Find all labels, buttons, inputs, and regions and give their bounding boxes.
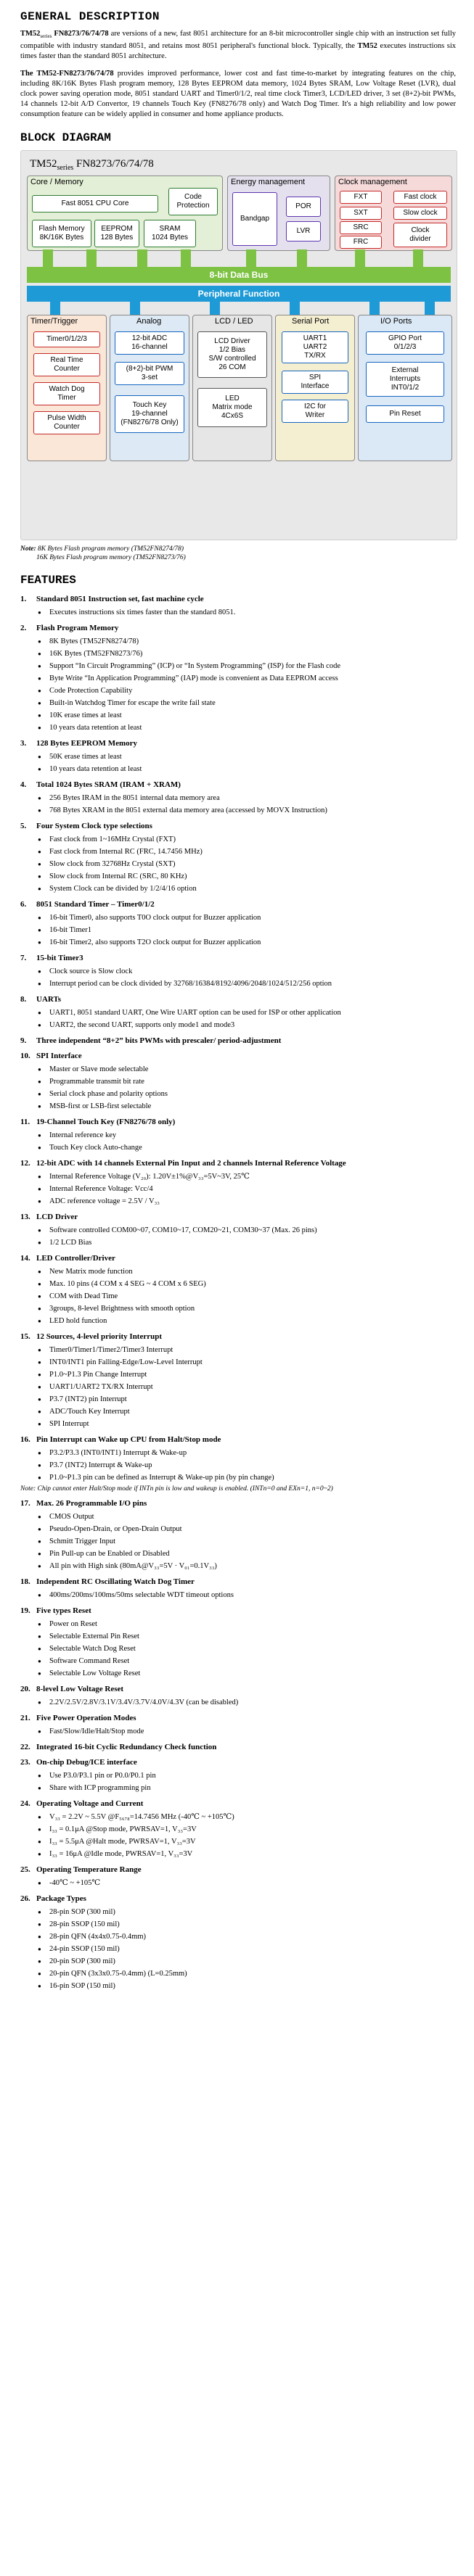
feature-number: 17. [20,1499,30,1508]
feature-bullet: ● 3groups, 8-level Brightness with smooth option [36,1303,456,1315]
feature-bullet: ● Touch Key clock Auto-change [36,1142,456,1154]
feature-bullet: ● P3.2/P3.3 (INT0/INT1) Interrupt & Wake-up [36,1447,456,1459]
feature-item [20,1742,456,1753]
watchdog-timer-block: Watch Dog Timer [33,382,100,405]
analog-title: Analog [136,317,162,326]
frc-block: FRC [340,236,382,249]
feature-number: 21. [20,1714,30,1723]
feature-bullet: ● Byte Write “In Application Programming” (IAP) mode is convenient as Data EEPROM access [36,672,456,685]
feature-item [20,1158,456,1208]
feature-bullet: ● Executes instructions six times faster than the standard 8051. [36,606,456,619]
feature-bullet: ● Share with ICP programming pin [36,1782,456,1794]
feature-title [20,1684,456,1695]
feature-bullet: ● UART1, 8051 standard UART, One Wire UART option can be used for ISP or other application [36,1007,456,1019]
feature-number: 26. [20,1894,30,1904]
feature-bullet: ● New Matrix mode function [36,1266,456,1278]
block-diagram [20,150,457,540]
lcd-led-title: LCD / LED [215,317,253,326]
feature-bullet: ● Internal Reference Voltage: Vcc/4 [36,1183,456,1195]
feature-number: 6. [20,900,27,909]
analog-group [110,315,189,461]
energy-management-group [227,176,330,251]
feature-bullet: ● ADC reference voltage = 2.5V / V₃₃ [36,1195,456,1208]
feature-title-text: Operating Temperature Range [36,1865,142,1875]
feature-number: 25. [20,1865,30,1875]
data-bus-bar: 8-bit Data Bus [27,267,451,283]
feature-sublist [36,1770,456,1794]
features-title: FEATURES [20,574,76,587]
connector [425,302,435,315]
energy-management-title: Energy management [231,178,306,187]
feature-sublist [36,1906,456,1992]
brand-prefix: TM52 [20,30,41,38]
feature-bullet: ● 256 Bytes IRAM in the 8051 internal data memory area [36,792,456,804]
feature-title-text: Flash Program Memory [36,624,119,633]
feature-title [20,899,456,910]
feature-bullet: ● Use P3.0/P3.1 pin or P0.0/P0.1 pin [36,1770,456,1782]
feature-bullet: ● Schmitt Trigger Input [36,1535,456,1548]
feature-item [20,738,456,775]
feature-title [20,1051,456,1062]
feature-bullet: ● Serial clock phase and polarity options [36,1088,456,1100]
feature-number: 8. [20,995,27,1004]
feature-title-text: 12 Sources, 4-level priority Interrupt [36,1332,163,1342]
feature-title [20,1498,456,1509]
feature-title [20,1577,456,1588]
por-block: POR [286,197,321,217]
feature-sublist [36,1063,456,1112]
feature-title [20,1158,456,1169]
feature-bullet: ● 2.2V/2.5V/2.8V/3.1V/3.4V/3.7V/4.0V/4.3V (can be disabled) [36,1696,456,1709]
feature-bullet: ● 10 years data retention at least [36,763,456,775]
feature-sublist [36,1129,456,1154]
feature-bullet: ● 16-bit Timer0, also supports T0O clock output for Buzzer application [36,912,456,924]
general-description-title: GENERAL DESCRIPTION [20,10,160,23]
feature-item [20,1757,456,1794]
feature-number: 5. [20,822,27,831]
feature-item [20,1117,456,1154]
feature-bullet: ● Clock source is Slow clock [36,965,456,978]
feature-sublist [36,1224,456,1249]
feature-title-text: Integrated 16-bit Cyclic Redundancy Check function [36,1743,217,1752]
general-description-paragraph-2 [20,69,456,120]
feature-title [20,780,456,790]
feature-bullet: ● All pin with High sink (80mA@V₃₃=5V · V₀₁=0.1V₃₃) [36,1560,456,1572]
feature-title [20,1757,456,1768]
feature-bullet: ● ADC/Touch Key Interrupt [36,1405,456,1418]
feature-title-text: SPI Interface [36,1052,82,1061]
io-ports-group [358,315,452,461]
io-ports-title: I/O Ports [380,317,412,326]
diagram-head-brand: TM52 [30,158,57,170]
feature-title [20,994,456,1005]
feature-number: 13. [20,1213,30,1222]
connector [181,249,191,267]
feature-bullet: ● P1.0~P1.3 pin can be defined as Interrupt & Wake-up pin (by pin change) [36,1471,456,1484]
feature-bullet: ● Slow clock from Internal RC (SRC, 80 KHz) [36,870,456,883]
feature-title [20,738,456,749]
cpu-core-block: Fast 8051 CPU Core [32,195,158,212]
feature-bullet: ● 16-bit Timer2, also supports T2O clock output for Buzzer application [36,936,456,949]
feature-title [20,594,456,605]
feature-title [20,821,456,832]
feature-bullet: ● Power on Reset [36,1618,456,1630]
feature-sublist [36,792,456,817]
feature-number: 24. [20,1799,30,1809]
led-matrix-block: LED Matrix mode 4Cx6S [197,388,267,427]
feature-bullet: ● Slow clock from 32768Hz Crystal (SXT) [36,858,456,870]
note-line-2: 16K Bytes Flash program memory (TM52FN8273/76) [36,554,186,562]
block-diagram-title: BLOCK DIAGRAM [20,131,111,145]
src-block: SRC [340,221,382,234]
diagram-head-series: series [57,164,74,173]
fxt-block: FXT [340,191,382,204]
core-memory-title: Core / Memory [30,178,83,187]
feature-title-text: 8-level Low Voltage Reset [36,1685,124,1694]
clock-divider-block: Clock divider [393,223,447,247]
serial-port-title: Serial Port [292,317,330,326]
lcd-led-group [192,315,272,461]
feature-number: 4. [20,780,27,790]
pin-reset-block: Pin Reset [366,405,444,423]
feature-title-text: LCD Driver [36,1213,78,1222]
feature-bullet: ● UART1/UART2 TX/RX Interrupt [36,1381,456,1393]
feature-item [20,1036,456,1046]
pulse-width-counter-block: Pulse Width Counter [33,411,100,434]
feature-bullet: ● 16-bit Timer1 [36,924,456,936]
feature-item [20,1606,456,1680]
connector [297,249,307,267]
datasheet-page [20,10,456,1997]
feature-bullet: ● I₃₃ = 16μA @Idle mode, PWRSAV=1, V₃₃=3V [36,1848,456,1860]
connector [369,302,380,315]
paragraph-1-end: executes instructions six times faster than the standard 8051 architecture. [20,42,456,61]
feature-bullet: ● Pseudo-Open-Drain, or Open-Drain Output [36,1523,456,1535]
feature-title [20,1253,456,1264]
feature-bullet: ● SPI Interrupt [36,1418,456,1430]
feature-title [20,953,456,964]
feature-bullet: ● 28-pin SSOP (150 mil) [36,1918,456,1931]
feature-item [20,1713,456,1738]
connector [130,302,140,315]
connector [50,302,60,315]
feature-title [20,1713,456,1724]
paragraph-1-bold: TM52 [357,42,377,51]
feature-number: 16. [20,1435,30,1445]
feature-number: 15. [20,1332,30,1342]
feature-bullet: ● 400ms/200ms/100ms/50ms selectable WDT timeout options [36,1589,456,1601]
feature-bullet: ● 8K Bytes (TM52FN8274/78) [36,635,456,648]
feature-bullet: ● 16-pin SOP (150 mil) [36,1980,456,1992]
feature-bullet: ● System Clock can be divided by 1/2/4/16 option [36,883,456,895]
feature-bullet: ● Fast/Slow/Idle/Halt/Stop mode [36,1725,456,1738]
feature-sublist [36,965,456,990]
feature-number: 2. [20,624,27,633]
feature-bullet: ● 16K Bytes (TM52FN8273/76) [36,648,456,660]
connector [137,249,147,267]
feature-title [20,1036,456,1046]
feature-title-text: 15-bit Timer3 [36,954,83,963]
feature-number: 1. [20,595,27,604]
timer-trigger-title: Timer/Trigger [30,317,78,326]
feature-sublist [36,606,456,619]
slow-clock-block: Slow clock [393,207,447,220]
feature-bullet: ● 50K erase times at least [36,751,456,763]
clock-management-title: Clock management [338,178,407,187]
feature-title [20,1434,456,1445]
feature-title-text: Independent RC Oscillating Watch Dog Timer [36,1577,195,1587]
sram-block: SRAM 1024 Bytes [144,220,196,247]
feature-bullet: ● Selectable External Pin Reset [36,1630,456,1643]
bandgap-block: Bandgap [232,192,277,246]
feature-bullet: ● INT0/INT1 pin Falling-Edge/Low-Level Interrupt [36,1356,456,1368]
brand-series-sub: series [40,33,52,40]
fast-clock-block: Fast clock [393,191,447,204]
feature-title-text: On-chip Debug/ICE interface [36,1758,137,1767]
feature-bullet: ● CMOS Output [36,1511,456,1523]
feature-item [20,1684,456,1709]
feature-title [20,1606,456,1617]
connector [246,249,256,267]
feature-bullet: ● MSB-first or LSB-first selectable [36,1100,456,1112]
feature-bullet: ● COM with Dead Time [36,1290,456,1303]
connector [355,249,365,267]
feature-bullet: ● Internal Reference Voltage (V₂₀): 1.20V±1%@V₃₃=5V~3V, 25℃ [36,1171,456,1183]
feature-bullet: ● Programmable transmit bit rate [36,1076,456,1088]
feature-sublist [36,1007,456,1031]
feature-bullet: ● Selectable Watch Dog Reset [36,1643,456,1655]
feature-number: 14. [20,1254,30,1263]
paragraph-2-body: provides improved performance, lower cost and fast time-to-market by integrating features on the chip, including 8K/16K Bytes Flash program memory, 128 Bytes EEPROM data memory, 1024 Bytes SRAM, Low Voltage Reset (LVR), dual clock power saving operation mode, 8051 standard UART and Timer0/1/2, real time clock Timer3, LCD/LED driver, 3 set (8+2)-bit PWMs, 14 channels 12-bit A/D Convertor, 19 channels Touch Key (FN8276/78 only) and Watch Dog Timer. It's a high reliability and low power consumption feature can be widely applied in consumer and home appliance products. [20,70,457,119]
flash-memory-block: Flash Memory 8K/16K Bytes [32,220,91,247]
uart-block: UART1 UART2 TX/RX [282,331,348,363]
feature-item [20,594,456,619]
feature-bullet: ● 20-pin SOP (300 mil) [36,1955,456,1968]
feature-bullet: ● Selectable Low Voltage Reset [36,1667,456,1680]
feature-bullet: ● Interrupt period can be clock divided by 32768/16384/8192/4096/2048/1024/512/256 option [36,978,456,990]
note-label: Note: [20,545,36,553]
feature-number: 23. [20,1758,30,1767]
feature-title-text: 128 Bytes EEPROM Memory [36,739,137,748]
lvr-block: LVR [286,221,321,242]
feature-sublist [36,1696,456,1709]
feature-bullet: ● Fast clock from 1~16MHz Crystal (FXT) [36,833,456,846]
feature-title-text: Four System Clock type selections [36,822,152,831]
feature-sublist [36,1511,456,1572]
feature-sublist [36,912,456,949]
paragraph-1-body: are versions of a new, fast 8051 architecture for an 8-bit microcontroller single chip with an instruction set fully compatible with industry standard 8051, and retains most 8051 peripheral's functional block. Typically, the [20,30,456,51]
feature-title-text: 19-Channel Touch Key (FN8276/78 only) [36,1118,176,1127]
feature-bullet: ● Fast clock from Internal RC (FRC, 14.7456 MHz) [36,846,456,858]
lcd-driver-block: LCD Driver 1/2 Bias S/W controlled 26 COM [197,331,267,378]
feature-bullet: ● I₃₃ = 0.1μA @Stop mode, PWRSAV=1, V₃₃=3V [36,1823,456,1836]
feature-title-text: Five Power Operation Modes [36,1714,136,1723]
feature-item [20,1051,456,1112]
feature-title-text: UARTs [36,995,62,1004]
feature-bullet: ● Software Command Reset [36,1655,456,1667]
feature-title [20,1117,456,1128]
general-description-paragraph-1 [20,29,456,62]
feature-bullet: ● 10K erase times at least [36,709,456,722]
connector [86,249,97,267]
feature-number: 18. [20,1577,30,1587]
feature-number: 19. [20,1606,30,1616]
feature-number: 12. [20,1159,30,1168]
flash-note [20,545,456,562]
feature-number: 3. [20,739,27,748]
feature-title [20,1894,456,1904]
diagram-head-model: FN8273/76/74/78 [76,158,154,170]
feature-item [20,1799,456,1860]
touch-key-block: Touch Key 19-channel (FN8276/78 Only) [115,395,184,433]
clock-management-group [335,176,452,251]
feature-title-text: 8051 Standard Timer – Timer0/1/2 [36,900,155,909]
feature-number: 22. [20,1743,30,1752]
feature-item [20,623,456,734]
feature-item [20,1253,456,1327]
feature-sublist [36,1811,456,1860]
feature-title-text: Max. 26 Programmable I/O pins [36,1499,147,1508]
model-number: FN8273/76/74/78 [54,30,109,38]
feature-bullet: ● Code Protection Capability [36,685,456,697]
feature-item [20,821,456,895]
feature-bullet: ● -40℃ ~ +105℃ [36,1877,456,1889]
external-interrupts-block: External Interrupts INT0/1/2 [366,362,444,397]
feature-note: Note: Chip cannot enter Halt/Stop mode if INTn pin is low and wakeup is enabled. (INTn=0 and EXn=1, n=0~2) [20,1485,333,1493]
features-list [20,594,456,1992]
eeprom-block: EEPROM 128 Bytes [94,220,139,247]
feature-bullet: ● 24-pin SSOP (150 mil) [36,1943,456,1955]
feature-number: 11. [20,1118,30,1127]
gpio-port-block: GPIO Port 0/1/2/3 [366,331,444,355]
serial-port-group [275,315,355,461]
feature-sublist [36,833,456,895]
feature-sublist [36,1447,456,1484]
feature-sublist [36,1344,456,1430]
feature-sublist [36,1618,456,1680]
feature-item [20,1498,456,1572]
feature-bullet: ● Built-in Watchdog Timer for escape the write fail state [36,697,456,709]
feature-title-text: Total 1024 Bytes SRAM (IRAM + XRAM) [36,780,181,790]
feature-bullet: ● 28-pin QFN (4x4x0.75-0.4mm) [36,1931,456,1943]
sxt-block: SXT [340,207,382,220]
connector [43,249,53,267]
feature-sublist [36,1589,456,1601]
adc-block: 12-bit ADC 16-channel [115,331,184,355]
feature-bullet: ● Software controlled COM00~07, COM10~17, COM20~21, COM30~37 (Max. 26 pins) [36,1224,456,1237]
real-time-counter-block: Real Time Counter [33,353,100,376]
feature-title [20,1332,456,1342]
diagram-heading [30,158,154,172]
feature-item [20,1577,456,1601]
feature-title-text: Package Types [36,1894,86,1904]
feature-title-text: Standard 8051 Instruction set, fast machine cycle [36,595,204,604]
spi-interface-block: SPI Interface [282,371,348,394]
feature-bullet: ● 20-pin QFN (3x3x0.75-0.4mm) (L=0.25mm) [36,1968,456,1980]
feature-title-text: 12-bit ADC with 14 channels External Pin Input and 2 channels Internal Reference Voltage [36,1159,346,1168]
feature-item [20,994,456,1031]
code-protection-block: Code Protection [168,188,218,215]
feature-bullet: ● 1/2 LCD Bias [36,1237,456,1249]
connector [413,249,423,267]
feature-bullet: ● 768 Bytes XRAM in the 8051 external data memory area (accessed by MOVX Instruction) [36,804,456,817]
feature-bullet: ● 28-pin SOP (300 mil) [36,1906,456,1918]
feature-item [20,780,456,817]
feature-bullet: ● V₃₃ = 2.2V ~ 5.5V @F₅₆₇₈=14.7456 MHz (-40℃ ~ +105℃) [36,1811,456,1823]
feature-sublist [36,1725,456,1738]
feature-title-text: Operating Voltage and Current [36,1799,144,1809]
feature-number: 7. [20,954,27,963]
feature-item [20,1332,456,1430]
feature-bullet: ● P3.7 (INT2) pin Interrupt [36,1393,456,1405]
feature-item [20,953,456,990]
feature-title [20,1742,456,1753]
feature-sublist [36,1171,456,1208]
feature-item [20,899,456,949]
feature-title [20,1865,456,1875]
connector [210,302,220,315]
feature-bullet: ● 10 years data retention at least [36,722,456,734]
i2c-writer-block: I2C for Writer [282,400,348,423]
feature-bullet: ● Pin Pull-up can be Enabled or Disabled [36,1548,456,1560]
note-line-1: 8K Bytes Flash program memory (TM52FN8274/78) [38,545,184,553]
feature-bullet: ● P1.0~P1.3 Pin Change Interrupt [36,1368,456,1381]
feature-sublist [36,1266,456,1327]
feature-title-text: Three independent “8+2” bits PWMs with prescaler/ period-adjustment [36,1036,282,1046]
feature-item [20,1894,456,1992]
feature-title-text: LED Controller/Driver [36,1254,115,1263]
feature-title [20,1212,456,1223]
paragraph-2-bold: The TM52-FN8273/76/74/78 [20,70,114,78]
feature-bullet: ● Support “In Circuit Programming” (ICP) or “In System Programming” (ISP) for the Flash code [36,660,456,672]
feature-item [20,1865,456,1889]
feature-bullet: ● Timer0/Timer1/Timer2/Timer3 Interrupt [36,1344,456,1356]
feature-bullet: ● I₃₃ = 5.5μA @Halt mode, PWRSAV=1, V₃₃=3V [36,1836,456,1848]
feature-title-text: Pin Interrupt can Wake up CPU from Halt/Stop mode [36,1435,221,1445]
peripheral-bus-bar: Peripheral Function [27,286,451,302]
feature-bullet: ● P3.7 (INT2) Interrupt & Wake-up [36,1459,456,1471]
connector [290,302,300,315]
feature-item [20,1212,456,1249]
timer-trigger-group [27,315,107,461]
feature-number: 10. [20,1052,30,1061]
feature-number: 9. [20,1036,27,1046]
feature-title [20,1799,456,1809]
feature-bullet: ● Max. 10 pins (4 COM x 4 SEG ~ 4 COM x 6 SEG) [36,1278,456,1290]
feature-sublist [36,635,456,734]
feature-sublist [36,1877,456,1889]
timers-block: Timer0/1/2/3 [33,331,100,347]
feature-title [20,623,456,634]
feature-item [20,1434,456,1493]
feature-title-text: Five types Reset [36,1606,91,1616]
pwm-block: (8+2)-bit PWM 3-set [115,362,184,385]
feature-bullet: ● LED hold function [36,1315,456,1327]
feature-sublist [36,751,456,775]
core-memory-group [27,176,223,251]
feature-bullet: ● Master or Slave mode selectable [36,1063,456,1076]
feature-bullet: ● UART2, the second UART, supports only mode1 and mode3 [36,1019,456,1031]
feature-bullet: ● Internal reference key [36,1129,456,1142]
feature-number: 20. [20,1685,30,1694]
